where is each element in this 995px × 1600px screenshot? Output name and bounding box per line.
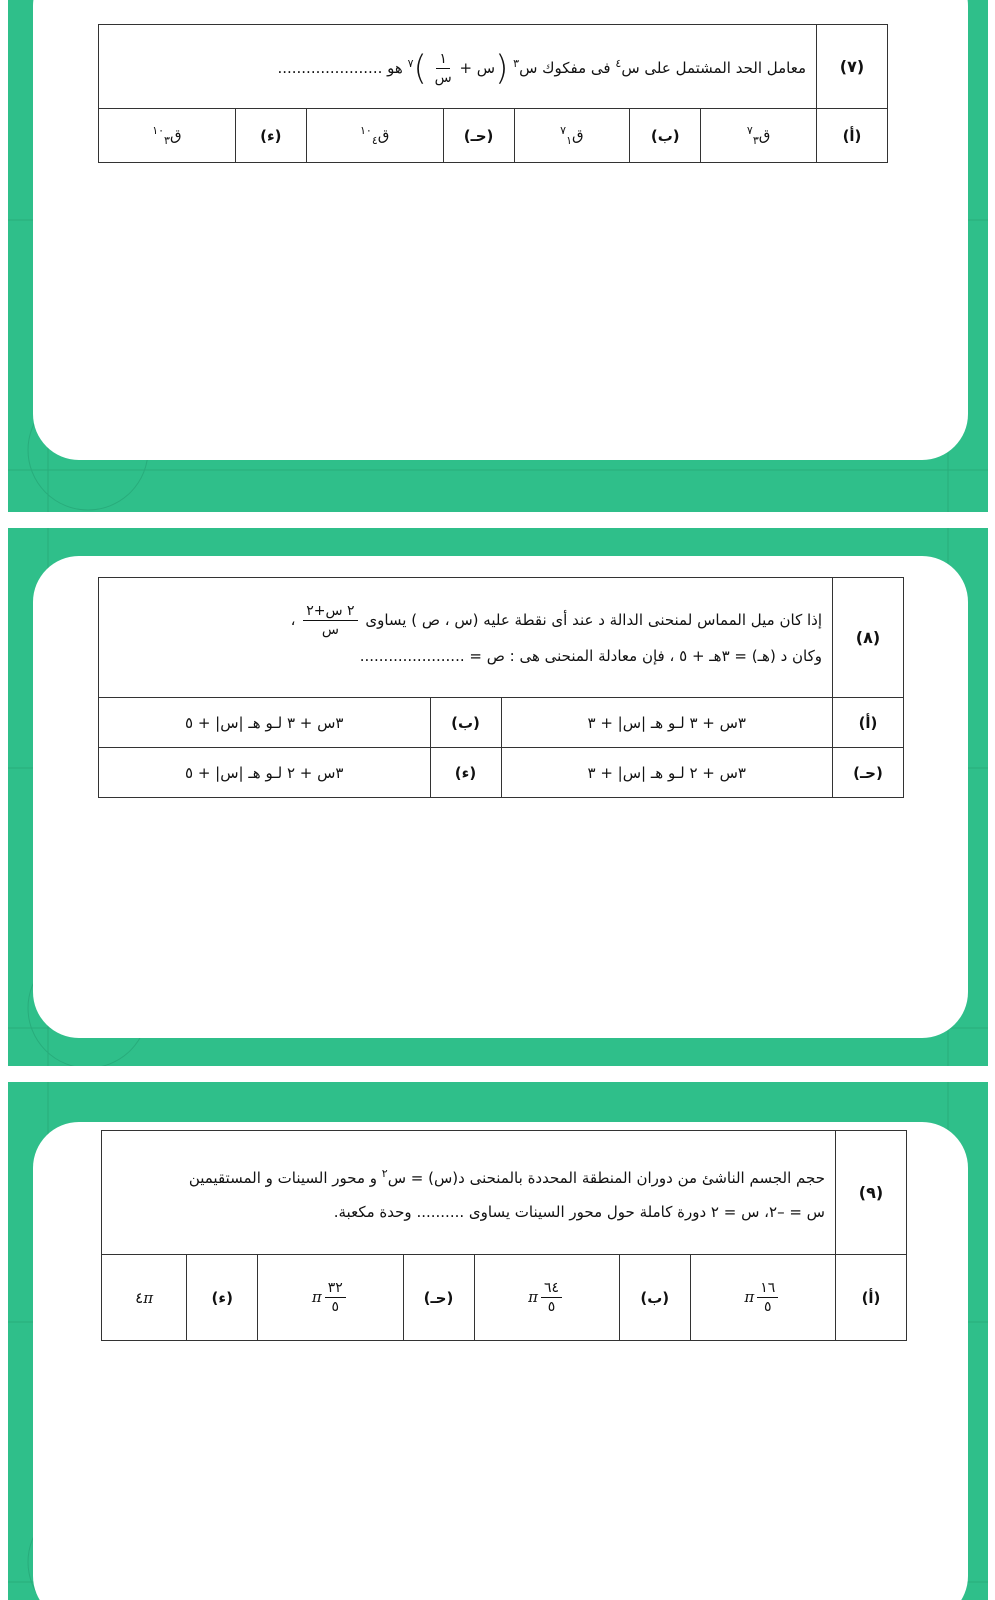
option-b[interactable]: ق$^٧_١$ — [514, 109, 630, 163]
option-a[interactable]: ٣س + ٣ لـو هـ |س| + ٣ — [501, 698, 833, 748]
option-c-label[interactable]: (حـ) — [403, 1255, 474, 1341]
question-number: (٩) — [836, 1131, 907, 1255]
question-panel-7 — [8, 0, 988, 512]
option-b-label[interactable]: (ب) — [430, 698, 501, 748]
option-a[interactable]: ق$^٧_٣$ — [701, 109, 817, 163]
question-text: إذا كان ميل المماس لمنحنى الدالة د عند أى نقطة عليه (س ، ص ) يساوى $\frac{\text{٢ س+٢}}{\text{س}}$ ، وكان د (هـ) = ٣هـ + ٥ ، فإن معادلة المنحنى هى : ص = ...................... — [99, 578, 833, 698]
option-d[interactable]: ٣س + ٢ لـو هـ |س| + ٥ — [99, 748, 431, 798]
fraction: $\frac{١٦}{٥}$ — [757, 1279, 778, 1316]
question-text: حجم الجسم الناشئ من دوران المنطقة المحددة بالمنحنى د(س) = س$^٢$ و محور السينات و المستقيمين س = –٢، س = ٢ دورة كاملة حول محور السينات يساوى .......... وحدة مكعبة. — [102, 1131, 836, 1255]
option-a[interactable]: $\frac{١٦}{٥}$ π — [690, 1255, 835, 1341]
option-a-label[interactable]: (أ) — [817, 109, 888, 163]
option-c-label[interactable]: (حـ) — [833, 748, 904, 798]
option-c-label[interactable]: (حـ) — [443, 109, 514, 163]
option-d[interactable]: ق$^{١٠}_٣$ — [99, 109, 236, 163]
question-number: (٧) — [817, 25, 888, 109]
fraction: $\frac{٦٤}{٥}$ — [541, 1279, 562, 1316]
option-c[interactable]: ق$^{١٠}_٤$ — [306, 109, 443, 163]
option-a-label[interactable]: (أ) — [833, 698, 904, 748]
option-d-label[interactable]: (ء) — [235, 109, 306, 163]
question-text: معامل الحد المشتمل على س$^٤$ فى مفكوك س$^٣$ (س + $\frac{١}{\text{س}}$ )$^٧$ هو ...................... — [99, 25, 817, 109]
question-9-table — [101, 1130, 907, 1341]
option-b-label[interactable]: (ب) — [619, 1255, 690, 1341]
question-panel-8 — [8, 528, 988, 1066]
question-7-table — [98, 24, 888, 163]
option-b[interactable]: $\frac{٦٤}{٥}$ π — [474, 1255, 619, 1341]
option-d-label[interactable]: (ء) — [430, 748, 501, 798]
question-panel-9 — [8, 1082, 988, 1600]
option-b-label[interactable]: (ب) — [630, 109, 701, 163]
question-number: (٨) — [833, 578, 904, 698]
option-c[interactable]: $\frac{٣٢}{٥}$ π — [258, 1255, 403, 1341]
option-d[interactable]: ٤π — [102, 1255, 187, 1341]
question-8-table — [98, 577, 904, 798]
option-c[interactable]: ٣س + ٢ لـو هـ |س| + ٣ — [501, 748, 833, 798]
option-a-label[interactable]: (أ) — [836, 1255, 907, 1341]
fraction: $\frac{٣٢}{٥}$ — [325, 1279, 346, 1316]
option-b[interactable]: ٣س + ٣ لـو هـ |س| + ٥ — [99, 698, 431, 748]
option-d-label[interactable]: (ء) — [187, 1255, 258, 1341]
fraction: $\frac{١}{\text{س}}$ — [434, 50, 452, 86]
fraction: $\frac{\text{٢ س+٢}}{\text{س}}$ — [303, 602, 357, 639]
